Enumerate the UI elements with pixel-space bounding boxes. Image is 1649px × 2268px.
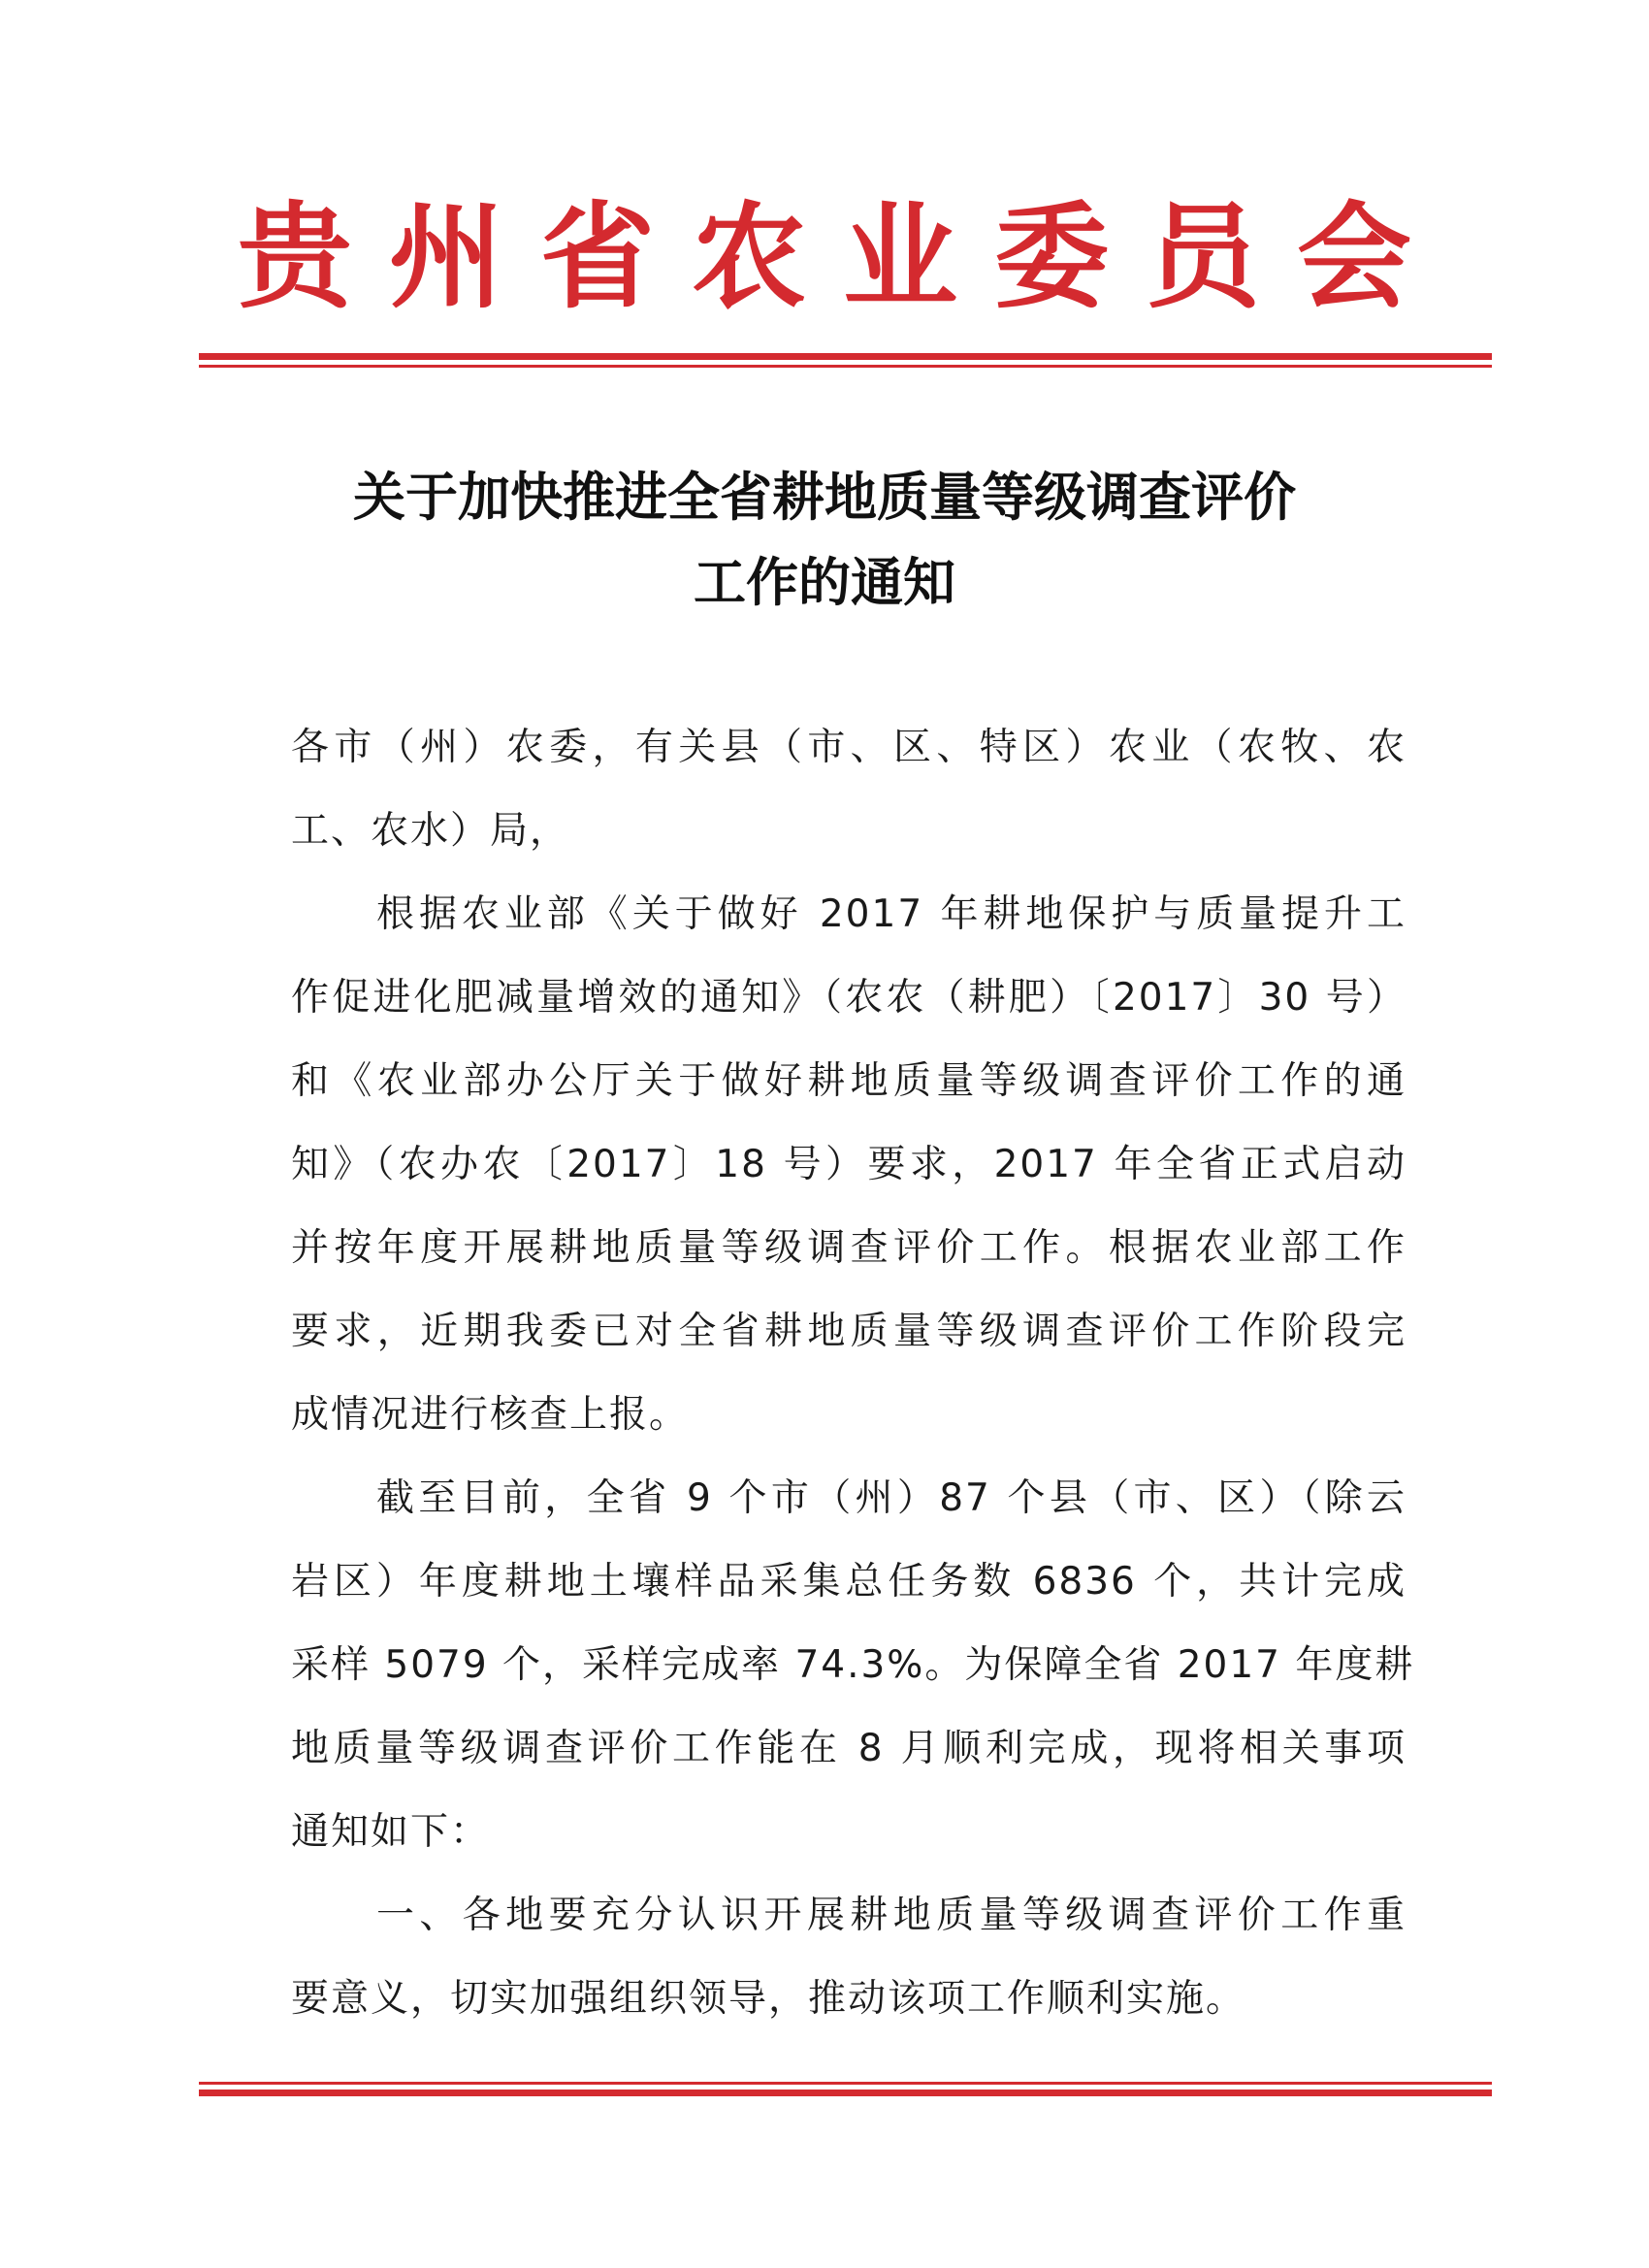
paragraph-line: 和《农业部办公厅关于做好耕地质量等级调查评价工作的通 xyxy=(291,1059,1406,1103)
rule-thin-line xyxy=(199,365,1492,368)
paragraph-line: 一、各地要充分认识开展耕地质量等级调查评价工作重 xyxy=(376,1894,1406,1937)
letterhead-red-rule xyxy=(199,353,1492,368)
salutation-line: 工、农水）局， xyxy=(291,809,570,853)
paragraph-line: 截至目前，全省 9 个市（州）87 个县（市、区）（除云 xyxy=(376,1476,1406,1520)
paragraph-line: 岩区）年度耕地土壤样品采集总任务数 6836 个，共计完成 xyxy=(291,1560,1406,1604)
rule-thick-line xyxy=(199,2090,1492,2096)
rule-thick-line xyxy=(199,353,1492,360)
paragraph-line: 知》（农办农〔2017〕18 号）要求，2017 年全省正式启动 xyxy=(291,1143,1406,1186)
paragraph-background xyxy=(291,873,1406,1457)
paragraph-line: 并按年度开展耕地质量等级调查评价工作。根据农业部工作 xyxy=(291,1226,1406,1270)
paragraph-line: 采样 5079 个，采样完成率 74.3%。为保障全省 2017 年度耕 xyxy=(291,1643,1415,1687)
paragraph-line: 地质量等级调查评价工作能在 8 月顺利完成，现将相关事项 xyxy=(291,1727,1406,1770)
paragraph-item-one xyxy=(291,1874,1406,2041)
paragraph-progress xyxy=(291,1457,1415,1874)
paragraph-line: 要求，近期我委已对全省耕地质量等级调查评价工作阶段完 xyxy=(291,1310,1406,1353)
document-title-line-2: 工作的通知 xyxy=(694,551,955,613)
salutation xyxy=(291,706,1406,873)
letterhead-title: 贵州省农业委员会 xyxy=(237,189,1448,324)
paragraph-line: 通知如下： xyxy=(291,1810,491,1854)
document-body xyxy=(291,706,1415,2041)
paragraph-line: 要意义，切实加强组织领导，推动该项工作顺利实施。 xyxy=(291,1977,1246,2021)
paragraph-line: 成情况进行核查上报。 xyxy=(291,1393,690,1437)
document-title-line-1: 关于加快推进全省耕地质量等级调查评价 xyxy=(353,466,1296,528)
salutation-line: 各市（州）农委，有关县（市、区、特区）农业（农牧、农 xyxy=(291,726,1406,769)
paragraph-line: 作促进化肥减量增效的通知》（农农（耕肥）〔2017〕30 号） xyxy=(291,976,1406,1020)
footer-red-rule xyxy=(199,2082,1492,2096)
paragraph-line: 根据农业部《关于做好 2017 年耕地保护与质量提升工 xyxy=(376,892,1406,936)
